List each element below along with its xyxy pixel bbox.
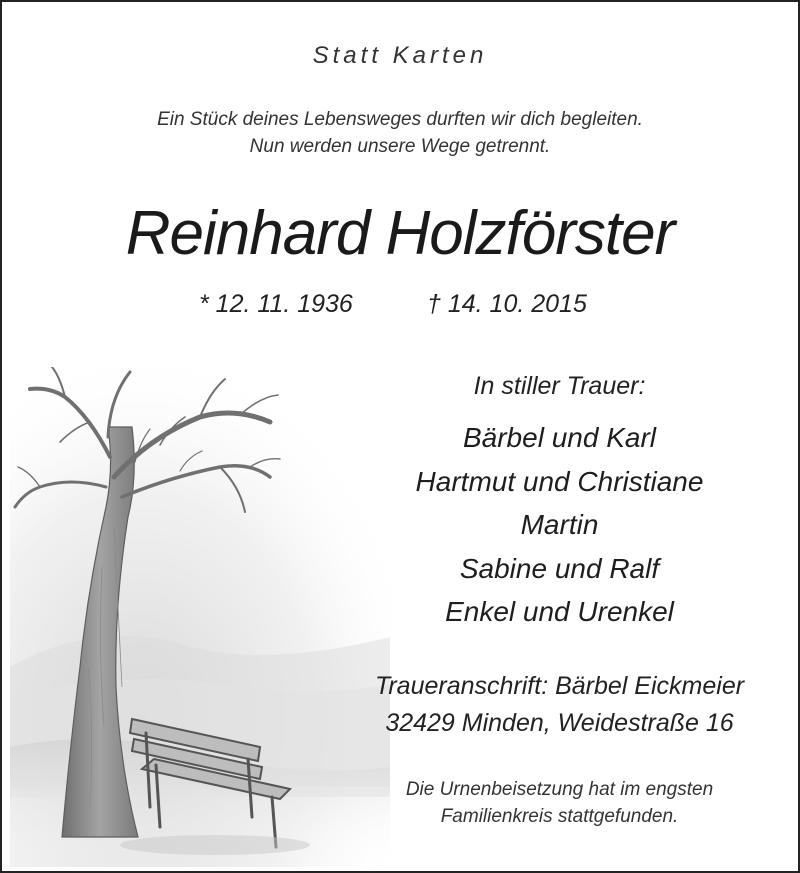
- mourner-name: Hartmut und Christiane: [415, 465, 704, 497]
- tree-and-bench-illustration: [10, 367, 390, 867]
- verse-line-1: Ein Stück deines Lebensweges durften wir dich begleiten.: [157, 109, 643, 130]
- burial-note: [362, 776, 757, 830]
- address-line-1: Traueranschrift: Bärbel Eickmeier: [374, 672, 745, 700]
- mourner-name: Enkel und Urenkel: [445, 596, 674, 627]
- mourner-name: Sabine und Ralf: [459, 552, 660, 584]
- verse-line-2: Nun werden unsere Wege getrennt.: [249, 136, 551, 157]
- mourners-list: [362, 416, 757, 634]
- mourning-address: [362, 668, 757, 742]
- mourner-name: Martin: [520, 509, 599, 540]
- note-line-2: Familienkreis stattgefunden.: [440, 806, 679, 827]
- address-line-2: 32429 Minden, Weidestraße 16: [385, 709, 734, 737]
- birth-date: * 12. 11. 1936: [199, 290, 353, 318]
- header-title: Statt Karten: [312, 42, 488, 69]
- deceased-name: Reinhard Holzförster: [125, 199, 675, 268]
- death-date: † 14. 10. 2015: [427, 290, 587, 318]
- mourner-name: Bärbel und Karl: [462, 422, 656, 453]
- verse: [2, 106, 798, 160]
- mourning-label: In stiller Trauer:: [473, 372, 646, 400]
- note-line-1: Die Urnenbeisetzung hat im engsten: [405, 779, 714, 800]
